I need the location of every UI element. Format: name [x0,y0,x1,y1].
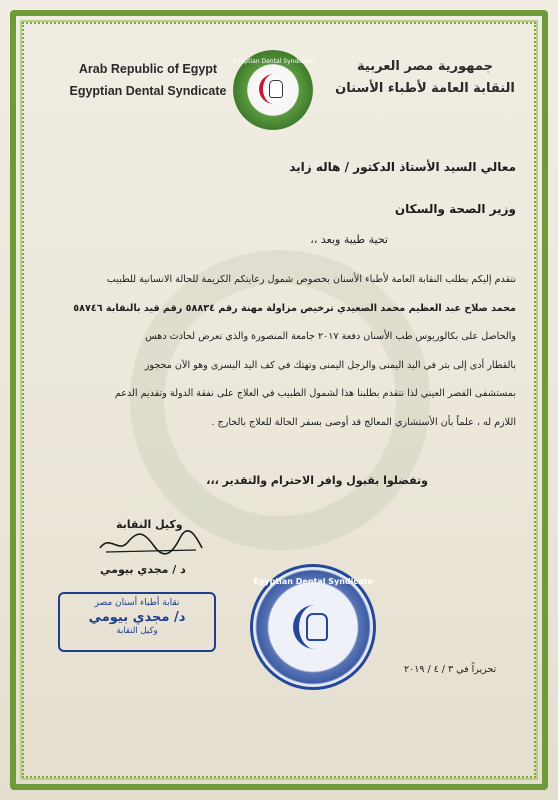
syndicate-logo [233,50,313,130]
body-line: نتقدم إليكم بطلب النقابة العامة لأطباء الأسنان بخصوص شمول رعايتكم الكريمة للحالة الانسانية للطبيب [106,274,516,285]
body-line: بمستشفى القصر العيني لذا نتقدم بطلبنا هذا لشمول الطبيب في العلاج على نفقة الدولة وتقديم الدعم [114,388,516,399]
signatory-name: د / مجدي بيومي [100,563,186,576]
signatory-title: وكيل النقابة [116,518,183,531]
closing-line: وتفضلوا بقبول وافر الاحترام والتقدير ،،، [206,474,428,487]
arabic-syndicate: النقابة العامة لأطباء الأسنان [335,81,515,96]
logo-ring-text: Egyptian Dental Syndicate [233,58,313,65]
english-header [58,58,238,102]
body-line: اللازم له ، علماً بأن الأستشاري المعالج قد أوصى بسفر الحالة للعلاج بالخارج . [211,416,516,428]
greeting: تحية طيبة وبعد ،، [310,233,388,246]
rectangular-stamp [58,592,216,652]
english-syndicate: Egyptian Dental Syndicate [69,84,227,98]
round-seal [250,564,376,690]
arabic-country: جمهورية مصر العربية [357,59,493,74]
seal-ring-text: Egyptian Dental Syndicate [253,577,373,586]
stamp-line: نقابة أطباء أسنان مصر [94,598,180,608]
body-line: والحاصل على بكالوريوس طب الأسنان دفعة ٢٠١٧ جامعة المنصورة والذي تعرض لحادث دهس [145,331,516,342]
minister-title: وزير الصحة والسكان [394,202,516,216]
issue-date: تحريراً في ٣ / ٤ / ٢٠١٩ [404,664,497,675]
tooth-icon [269,80,283,98]
addressee: معالي السيد الأستاذ الدكتور / هاله زايد [289,160,516,174]
stamp-line: د/ مجدي بيومي [88,610,186,625]
body-line: بالقطار أدى إلى بتر في اليد اليمنى والرجل اليمنى وتهتك في كف اليد اليسرى وهو الآن محجوز [144,359,516,371]
english-country: Arab Republic of Egypt [78,62,218,76]
tooth-icon [306,613,328,641]
body-line: محمد صلاح عبد العظيم محمد الصعيدي ترخيص مزاولة مهنة رقم ٥٨٨٣٤ رقم قيد بالنقابة ٥٨٧٤٦ [73,302,516,314]
letter-body [40,266,516,437]
handwritten-signature [96,528,206,558]
stamp-line: وكيل النقابة [116,626,158,636]
arabic-header [330,56,520,100]
